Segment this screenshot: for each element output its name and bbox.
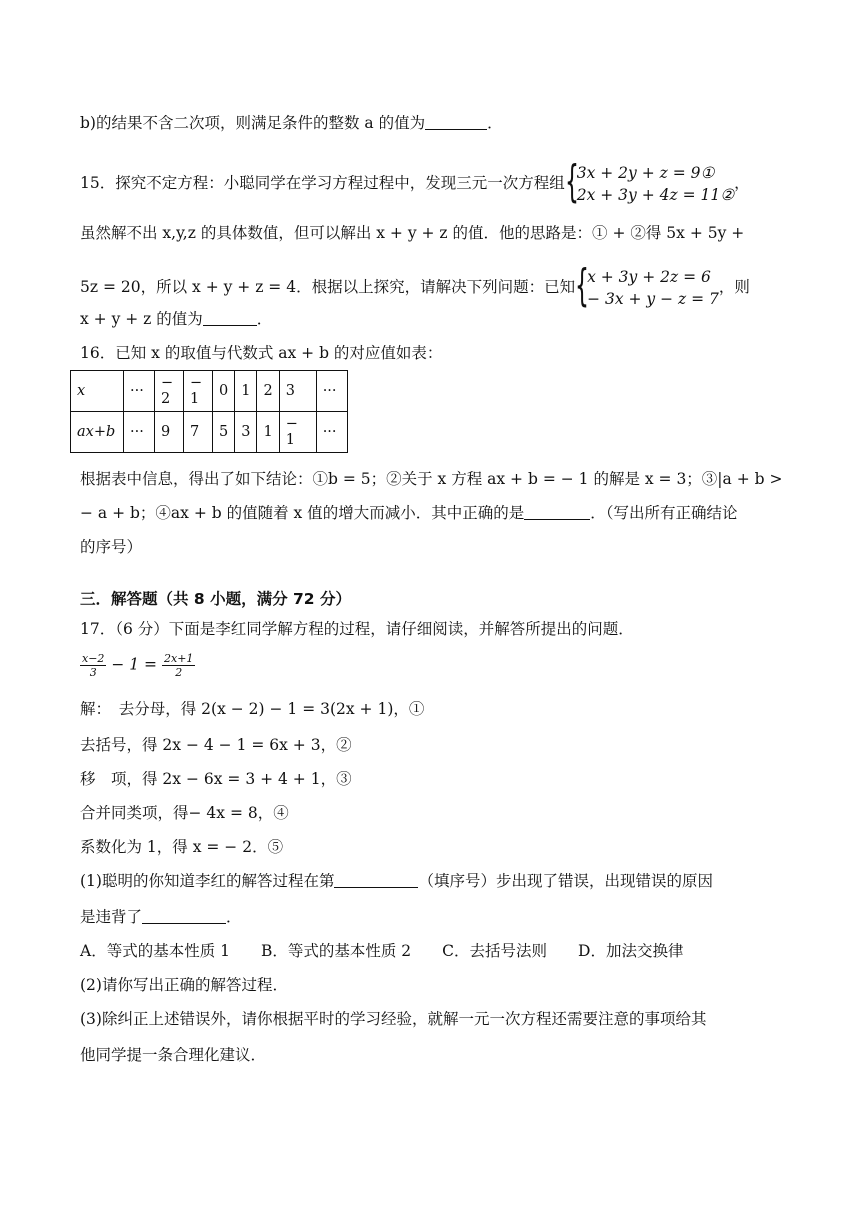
q17-part3-line2: 他同学提一条合理化建议． (80, 1046, 267, 1064)
q15-line3-text: 5z = 20，所以 x + y + z = 4．根据以上探究，请解决下列问题：已知 (80, 278, 576, 296)
q14-tail-end: ． (487, 114, 503, 132)
fraction-left (80, 652, 106, 679)
q14-answer-blank[interactable] (425, 113, 487, 130)
table-cell: − 1 (279, 412, 316, 453)
equation-middle: − 1 = (111, 655, 158, 674)
table-cell: ax+b (71, 412, 124, 453)
q15-line1-end: ， (734, 174, 750, 192)
table-cell: ··· (124, 412, 155, 453)
q17-step-blank[interactable] (334, 871, 418, 888)
table-cell: 3 (235, 412, 257, 453)
q17-part1-line2-end: ． (226, 908, 242, 926)
table-cell: 0 (213, 371, 235, 412)
q17-part1-line2-text: 是违背了 (80, 908, 143, 926)
fraction-numerator: 2x+1 (164, 652, 194, 665)
q17-part1-end: （填序号）步出现了错误，出现错误的原因 (418, 872, 713, 890)
section-title: 三．解答题（共 8 小题，满分 72 分） (80, 590, 351, 608)
sys2-equation-2: − 3x + y − z = 7 (587, 290, 719, 308)
table-row-axb (71, 412, 348, 453)
q16-line2-end: ．（写出所有正确结论 (590, 504, 738, 522)
q15-line4-end: ． (256, 310, 273, 328)
q17-part3-line1: (3)除纠正上述错误外，请你根据平时的学习经验，就解一元一次方程还需要注意的事项给其 (80, 1010, 707, 1028)
fraction-right (162, 652, 195, 679)
q15-line3 (80, 260, 750, 311)
table-cell: x (71, 371, 124, 412)
q15-line1 (80, 156, 750, 207)
table-cell: 2 (257, 371, 279, 412)
table-cell: − 2 (155, 371, 184, 412)
q17-intro: 17．（6 分）下面是李红同学解方程的过程，请仔细阅读，并解答所提出的问题． (80, 620, 634, 638)
fraction-denominator: 2 (175, 666, 183, 679)
table-cell: 7 (184, 412, 213, 453)
q16-value-table (70, 370, 348, 453)
sys1-equation-2: 2x + 3y + 4z = 11② (576, 186, 735, 204)
sys1-equation-1: 3x + 2y + z = 9① (576, 164, 715, 182)
q15-line3-end: ，则 (718, 278, 750, 296)
table-cell: ··· (124, 371, 155, 412)
q16-intro: 16．已知 x 的取值与代数式 ax + b 的对应值如表： (80, 344, 443, 362)
q17-part2: (2)请你写出正确的解答过程． (80, 976, 288, 994)
q17-step5: 系数化为 1，得 x = − 2．⑤ (80, 838, 284, 856)
q16-line3: 的序号） (80, 538, 143, 556)
table-cell: − 1 (184, 371, 213, 412)
sys2-equation-1: x + 3y + 2z = 6 (587, 268, 711, 286)
q17-step4: 合并同类项，得− 4x = 8，④ (80, 804, 289, 822)
brace-symbol: { (575, 260, 590, 311)
q16-line2-text: − a + b；④ax + b 的值随着 x 值的增大而减小．其中正确的是 (80, 504, 525, 522)
q15-equation-system-1 (564, 156, 735, 207)
table-cell: 3 (279, 371, 316, 412)
q17-part1-text: (1)聪明的你知道李红的解答过程在第 (80, 872, 335, 890)
q14-tail-text: b)的结果不含二次项，则满足条件的整数 a 的值为 (80, 114, 426, 132)
q17-part1-line1 (80, 870, 713, 892)
q15-answer-blank[interactable] (203, 309, 257, 326)
table-cell: 5 (213, 412, 235, 453)
table-row-x (71, 371, 348, 412)
q17-step2: 去括号，得 2x − 4 − 1 = 6x + 3，② (80, 736, 352, 754)
q16-line2 (80, 502, 737, 524)
q15-line2: 虽然解不出 x,y,z 的具体数值，但可以解出 x + y + z 的值．他的思路是：① + ②得 5x + 5y + (80, 224, 745, 242)
q14-tail-line (80, 112, 503, 134)
q17-options: A．等式的基本性质 1 B．等式的基本性质 2 C．去括号法则 D．加法交换律 (80, 942, 684, 960)
table-cell: 1 (235, 371, 257, 412)
q17-step3: 移 项，得 2x − 6x = 3 + 4 + 1，③ (80, 770, 352, 788)
q15-line4 (80, 308, 272, 330)
q17-reason-blank[interactable] (142, 907, 226, 924)
table-cell: 1 (257, 412, 279, 453)
q17-step1: 解： 去分母，得 2(x − 2) − 1 = 3(2x + 1)，① (80, 700, 425, 718)
table-cell: ··· (316, 371, 347, 412)
q15-line4-text: x + y + z 的值为 (80, 310, 203, 328)
fraction-numerator: x−2 (82, 652, 105, 665)
q16-line1: 根据表中信息，得出了如下结论：①b = 5；②关于 x 方程 ax + b = − 1 的解是 x = 3；③|a + b > (80, 470, 783, 488)
brace-symbol: { (564, 156, 579, 207)
table-cell: 9 (155, 412, 184, 453)
q15-line1-text: 15．探究不定方程：小聪同学在学习方程过程中，发现三元一次方程组 (80, 174, 565, 192)
table-cell: ··· (316, 412, 347, 453)
q17-part1-line2 (80, 906, 242, 928)
fraction-denominator: 3 (89, 666, 97, 679)
q16-answer-blank[interactable] (524, 503, 590, 520)
q15-equation-system-2 (575, 260, 719, 311)
q17-equation (80, 652, 195, 679)
